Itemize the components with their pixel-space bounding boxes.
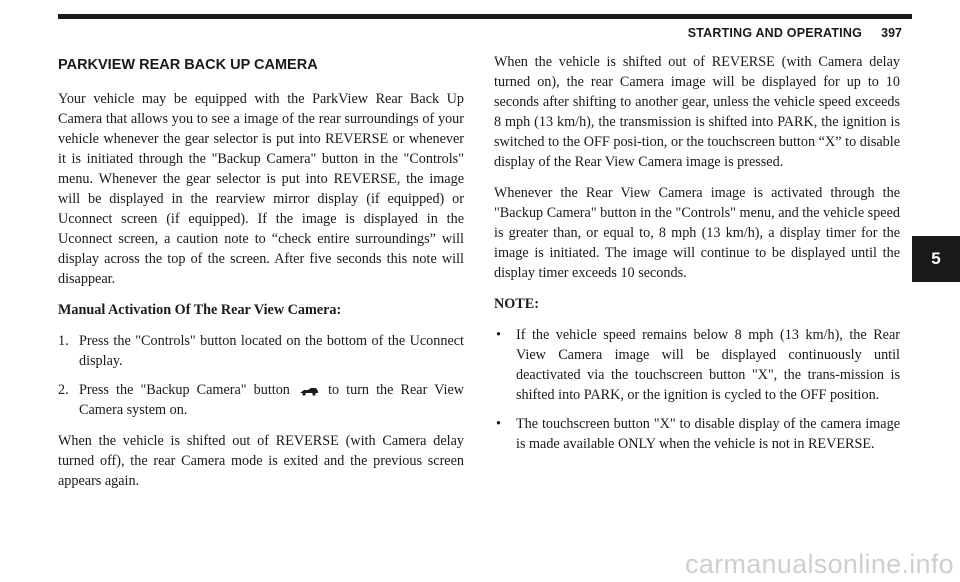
camera-delay-paragraph: When the vehicle is shifted out of REVERSE (with Camera delay turned on), the rear Camera image will be displayed for up to 10 seconds after shifting to another gear, unless the vehicle speed exceeds 8 mph (13 km/h), the transmission is shifted into PARK, the ignition is switched to the OFF posi-tion, or the touchscreen button “X” to disable display of the Rear View Camera image is pressed. [494, 54, 900, 170]
step-text-before: Press the "Backup Camera" button [79, 382, 290, 398]
right-column [494, 52, 900, 463]
intro-paragraph: Your vehicle may be equipped with the ParkView Rear Back Up Camera that allows you to see a image of the rear surroundings of your vehicle whenever the gear selector is put into REVERSE or whenever it is initiated through the "Backup Camera" button in the "Controls" menu. Whenever the gear selector is put into REVERSE, the image will be displayed in the rearview mirror display (if equipped) or Uconnect screen (if equipped). If the image is displayed in the Uconnect screen, a caution note to “check entire surroundings” will display across the top of the screen. After five seconds this note will disappear. [58, 91, 464, 287]
running-header: STARTING AND OPERATING [687, 26, 862, 40]
step-item [58, 331, 464, 371]
step-number: 2. [58, 382, 69, 398]
step-text-after: to turn the Rear View Camera system on. [79, 382, 464, 418]
note-text: If the vehicle speed remains below 8 mph (13 km/h), the Rear View Camera image will be displayed continuously until deactivated via the touchscreen button "X", the trans-mission is shifted into PARK, or the ignition is cycled to the OFF position. [516, 327, 900, 403]
manual-activation-subhead: Manual Activation Of The Rear View Camera: [58, 302, 342, 318]
left-column [58, 52, 464, 502]
display-timer-paragraph: Whenever the Rear View Camera image is activated through the "Backup Camera" button in the "Controls" menu, and the vehicle speed is greater than, or equal to, 8 mph (13 km/h), a display timer for the image is initiated. The image will continue to be displayed until the display timer exceeds 10 seconds. [494, 185, 900, 281]
step-item [58, 380, 464, 420]
backup-camera-icon [299, 386, 319, 396]
note-list [494, 325, 900, 454]
section-title: PARKVIEW REAR BACK UP CAMERA [58, 57, 318, 73]
bullet: • [496, 327, 501, 343]
note-item [494, 414, 900, 454]
step-number: 1. [58, 333, 69, 349]
step-text: Press the "Controls" button located on the bottom of the Uconnect display. [79, 333, 464, 369]
activation-steps [58, 331, 464, 420]
note-item [494, 325, 900, 405]
note-text: The touchscreen button "X" to disable display of the camera image is made available ONLY when the vehicle is not in REVERSE. [516, 416, 900, 452]
bullet: • [496, 416, 501, 432]
closing-paragraph: When the vehicle is shifted out of REVERSE (with Camera delay turned off), the rear Camera mode is exited and the previous screen appears again. [58, 433, 464, 489]
chapter-tab: 5 [912, 236, 960, 282]
watermark: carmanualsonline.info [685, 549, 954, 579]
note-label: NOTE: [494, 296, 539, 312]
page-number: 397 [881, 26, 902, 40]
header-rule [58, 14, 912, 19]
